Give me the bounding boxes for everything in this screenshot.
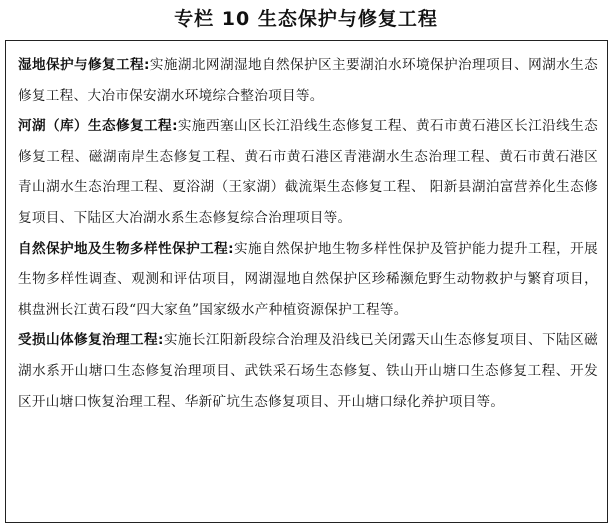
section-wetland — [18, 50, 598, 111]
content-box — [5, 40, 608, 523]
section-body: 实施西塞山区长江沿线生态修复工程、黄石市黄石港区长江沿线生态修复工程、磁湖南岸生态修复工程、黄石市黄石港区青港湖水生态治理工程、黄石市黄石港区青山湖水生态治理工程、夏浴湖（王家湖）截流渠生态修复工程、 阳新县湖泊富营养化生态修复项目、下陆区大冶湖水系生态修复综合治理项目等。 — [18, 118, 598, 226]
section-body: 实施自然保护地生物多样性保护及管护能力提升工程，开展生物多样性调查、观测和评估项目，网湖湿地自然保护区珍稀濒危野生动物救护与繁育项目，棋盘洲长江黄石段“四大家鱼”国家级水产种植资源保护工程等。 — [18, 240, 598, 318]
section-heading: 受损山体修复治理工程: — [18, 332, 164, 349]
section-heading: 自然保护地及生物多样性保护工程: — [18, 240, 234, 257]
section-heading: 湿地保护与修复工程: — [18, 57, 150, 73]
section-heading: 河湖（库）生态修复工程: — [18, 118, 178, 135]
section-biodiversity — [18, 234, 598, 326]
section-body: 实施长江阳新段综合治理及沿线已关闭露天山生态修复项目、下陆区磁湖水系开山塘口生态修复治理项目、武铁采石场生态修复、铁山开山塘口生态修复工程、开发区开山塘口恢复治理工程、华新矿坑生态修复项目、开山塘口绿化养护项目等。 — [18, 332, 598, 410]
section-body: 实施湖北网湖湿地自然保护区主要湖泊水环境保护治理项目、网湖水生态修复工程、大冶市保安湖水环境综合整治项目等。 — [18, 57, 598, 104]
section-river-lake — [18, 111, 598, 233]
section-mountain — [18, 325, 598, 417]
page-title: 专栏 10 生态保护与修复工程 — [174, 8, 438, 30]
